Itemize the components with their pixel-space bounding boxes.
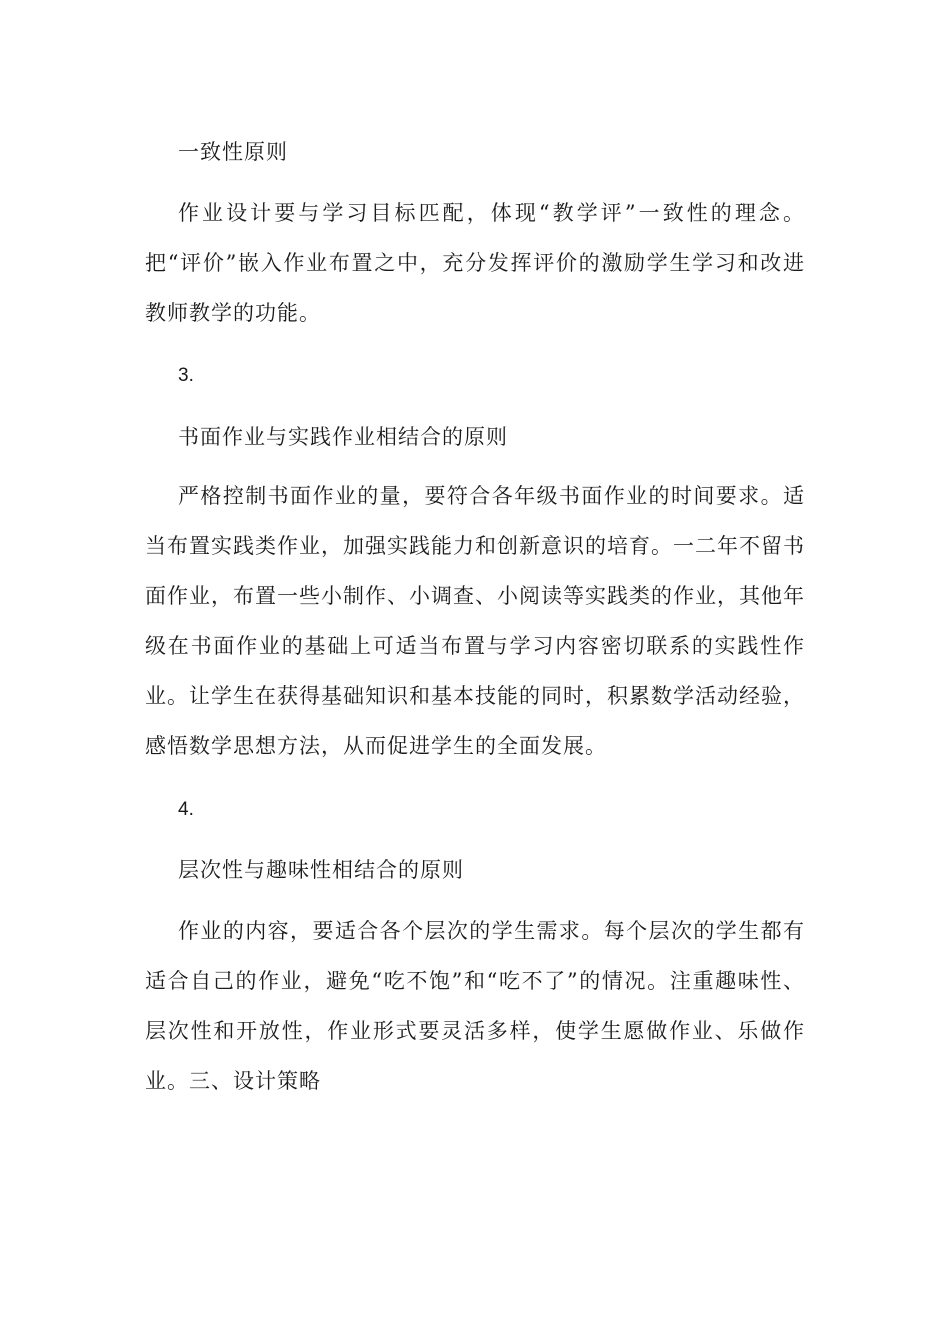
section-heading-consistency: 一致性原则 <box>178 140 288 164</box>
section-heading-written-practice: 书面作业与实践作业相结合的原则 <box>178 425 508 449</box>
section-number-4: 4. <box>178 799 194 820</box>
section-number-3: 3. <box>178 365 194 386</box>
paragraph-consistency: 作业设计要与学习目标匹配，体现“教学评”一致性的理念。把“评价”嵌入作业布置之中，充分发挥评价的激励学生学习和改进教师教学的功能。 <box>145 201 805 325</box>
section-heading-levels-interest: 层次性与趣味性相结合的原则 <box>178 858 464 882</box>
paragraph-levels-interest: 作业的内容，要适合各个层次的学生需求。每个层次的学生都有适合自己的作业，避免“吃不饱”和“吃不了”的情况。注重趣味性、层次性和开放性，作业形式要灵活多样，使学生愿做作业、乐做作业。三、设计策略 <box>145 919 805 1093</box>
paragraph-written-practice: 严格控制书面作业的量，要符合各年级书面作业的时间要求。适当布置实践类作业，加强实践能力和创新意识的培育。一二年不留书面作业，布置一些小制作、小调查、小阅读等实践类的作业，其他年级在书面作业的基础上可适当布置与学习内容密切联系的实践性作业。让学生在获得基础知识和基本技能的同时，积累数学活动经验，感悟数学思想方法，从而促进学生的全面发展。 <box>145 484 805 758</box>
